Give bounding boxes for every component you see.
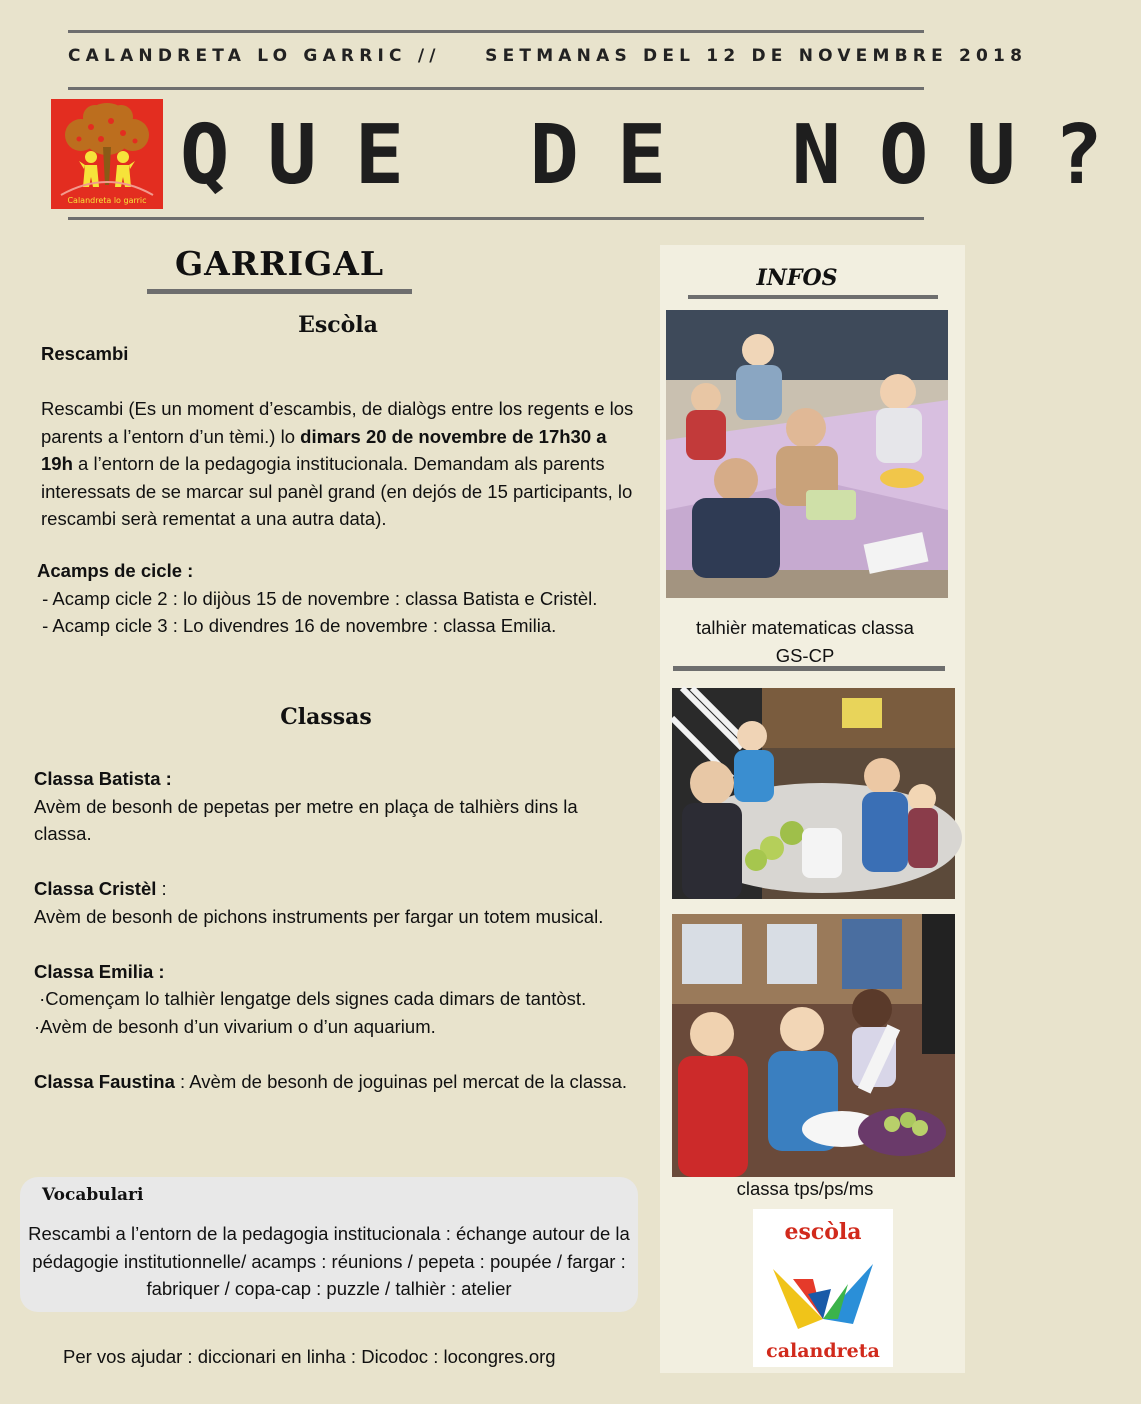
tree-children-logo-icon bbox=[51, 99, 163, 209]
vocab-box bbox=[20, 1177, 638, 1312]
vocab-text: Rescambi a l’entorn de la pedagogia institucionala : échange autour de la pédagogie institutionnelle/ acamps : réunions / pepeta : poupée / fargar : fabriquer / copa-cap : puzzle / talhièr : atelier bbox=[28, 1223, 630, 1299]
batista-text: Avèm de besonh de pepetas per metre en plaça de talhièrs dins la classa. bbox=[34, 795, 578, 844]
sidebar-title-rule bbox=[688, 295, 938, 299]
emilia-title: Classa Emilia : bbox=[34, 960, 165, 982]
acamps-block bbox=[37, 557, 657, 640]
header-mid-rule bbox=[68, 87, 924, 90]
sidebar-caption-rule bbox=[673, 666, 945, 671]
photo-class-activity bbox=[672, 688, 955, 899]
acamp-item: - Acamp cicle 3 : Lo divendres 16 de novembre : classa Emilia. bbox=[37, 615, 557, 636]
escola-heading: Escòla bbox=[298, 312, 378, 338]
rescambi-date: dimars 20 de novembre de 17h30 a 19h bbox=[41, 425, 607, 474]
children-table-photo-icon bbox=[672, 688, 955, 899]
grape-press-photo-icon bbox=[672, 914, 955, 1177]
header-line bbox=[68, 46, 1028, 66]
rescambi-title bbox=[41, 340, 128, 368]
logo-text: Calandreta lo garric bbox=[67, 196, 147, 205]
classroom-photo-icon bbox=[666, 310, 948, 598]
faustina-title: Classa Faustina bbox=[34, 1070, 175, 1092]
photo-math-workshop bbox=[666, 310, 948, 598]
caption-2: classa tps/ps/ms bbox=[736, 1178, 874, 1199]
logo-bottom-text: calandreta bbox=[766, 1340, 880, 1362]
faustina-text: : Avèm de besonh de joguinas pel mercat de la classa. bbox=[174, 1070, 628, 1092]
section-title: GARRIGAL bbox=[174, 244, 385, 283]
header-bottom-rule bbox=[68, 217, 924, 220]
rescambi-paragraph bbox=[41, 395, 641, 533]
page-title: QUE DE NOU? bbox=[180, 108, 1141, 203]
rescambi-text-1: Rescambi (Es un moment d’escambis, de dialògs entre los regents e los parents a l’entorn d’un tèmi.) lo bbox=[41, 398, 634, 447]
vocab-title: Vocabulari bbox=[42, 1185, 144, 1205]
rescambi-text-2: a l’entorn de la pedagogia institucionala. Demandam als parents interessats de se marcar sul panèl grand (en dejós de 15 participants, lo rescambi serà rementat a una autra data). bbox=[41, 453, 633, 529]
header-top-rule bbox=[68, 30, 924, 33]
sidebar bbox=[660, 245, 965, 1373]
rescambi-title-text: Rescambi bbox=[41, 343, 129, 364]
section-title-rule bbox=[147, 289, 412, 294]
school-logo bbox=[51, 99, 163, 209]
emilia-line-2: ·Avèm de besonh d’un vivarium o d’un aquarium. bbox=[34, 1015, 436, 1037]
calandreta-logo bbox=[753, 1209, 893, 1367]
classas-heading: Classas bbox=[280, 704, 372, 730]
issue-date: SETMANAS DEL 12 DE NOVEMBRE 2018 bbox=[485, 46, 1028, 66]
logo-top-text: escòla bbox=[784, 1219, 862, 1245]
footer-note: Per vos ajudar : diccionari en linha : Dicodoc : locongres.org bbox=[63, 1346, 556, 1367]
cristel-text: Avèm de besonh de pichons instruments per fargar un totem musical. bbox=[34, 905, 604, 927]
caption-1: talhièr matematicas classa GS-CP bbox=[696, 617, 914, 666]
sidebar-title: INFOS bbox=[756, 265, 838, 291]
batista-title: Classa Batista : bbox=[34, 768, 172, 789]
emilia-line-1: ·Començam lo talhièr lengatge dels signes cada dimars de tantòst. bbox=[34, 988, 587, 1009]
calandreta-bird-logo-icon bbox=[753, 1209, 893, 1367]
acamp-item: - Acamp cicle 2 : lo dijòus 15 de novembre : classa Batista e Cristèl. bbox=[37, 587, 598, 609]
classas-block bbox=[34, 765, 659, 1095]
cristel-title: Classa Cristèl bbox=[34, 878, 157, 899]
cristel-sep: : bbox=[156, 878, 167, 899]
acamps-title: Acamps de cicle : bbox=[37, 560, 194, 581]
photo-grape-juicing bbox=[672, 914, 955, 1177]
school-name: CALANDRETA LO GARRIC // bbox=[68, 46, 441, 66]
